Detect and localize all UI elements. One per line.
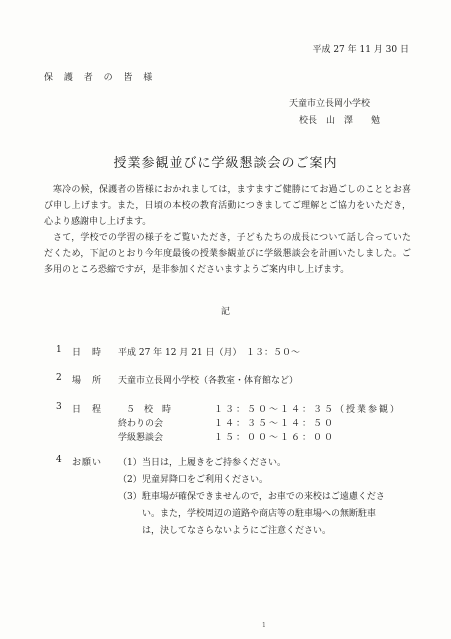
item-number: 1 [56,345,62,355]
schedule-name: 学級懇談会 [118,433,164,443]
body-paragraph-1: 寒冷の候，保護者の皆様におかれましては，ますますご健勝にてお過ごしのこととお喜び申し上げます。また，日頃の本校の教育活動につきましてご理解とご協力をいただき，心より感謝申し上げます。 [44,185,411,227]
item-number: 3 [56,402,62,412]
school-name: 天童市立長岡小学校 [289,99,371,109]
schedule-name: 終わりの会 [118,419,164,429]
item-requests [56,455,401,540]
body-paragraph-2: さて，学校での学習の様子をご覧いただき，子どもたちの成長について話し合っていただくため，下記のとおり今年度最後の授業参観並びに学級懇談会を計画いたしました。ご多用のところ恐縮ですが，是非参加くださいますようご案内申し上げます。 [44,233,411,275]
note-number: （2） [118,475,142,485]
item-label: 場 所 [72,376,103,386]
item-value: 天童市立長岡小学校（各教室・体育館など） [118,376,299,386]
body-text [44,182,411,278]
document-title: 授業参観並びに学級懇談会のご案内 [113,156,338,171]
item-label: 日 程 [72,405,103,415]
item-schedule [56,402,401,443]
request-note [118,472,388,489]
sender-block [289,96,380,130]
schedule-time: １５：００～１６：００ [214,433,336,443]
note-number: （3） [118,492,142,502]
page-number: 1 [262,622,266,629]
note-text: 駐車場が確保できませんので，お車での来校はご遠慮ください。また，学校周辺の道路や商店等の駐車場への無断駐車は，決してなさらないようにご注意ください。 [142,492,385,536]
request-note [118,455,388,472]
schedule-time: １４：３５～１４：５０ [214,419,336,429]
schedule-time: １３：５０～１４：３５（授業参観） [214,405,402,415]
item-place [56,373,401,390]
note-text: 当日は，上履きをご持参ください。 [142,458,287,468]
ki-heading: 記 [220,307,230,317]
item-value: 平成 27 年 12 月 21 日（月） １３：５０～ [118,348,301,358]
item-number: 2 [56,373,62,383]
item-label: お願い [72,458,103,468]
schedule-table [118,402,401,443]
document-date: 平成 27 年 11 月 30 日 [312,45,409,55]
note-number: （1） [118,458,142,468]
item-label: 日 時 [72,348,103,358]
request-notes [118,455,388,540]
note-text: 児童昇降口をご利用ください。 [142,475,269,485]
principal-name: 校長 山 澤 勉 [299,116,381,126]
request-note [118,489,388,540]
item-datetime [56,345,401,362]
addressee: 保 護 者 の 皆 様 [44,73,157,83]
item-list [56,345,401,540]
schedule-name: ５ 校 時 [126,405,172,415]
item-number: 4 [56,455,62,465]
